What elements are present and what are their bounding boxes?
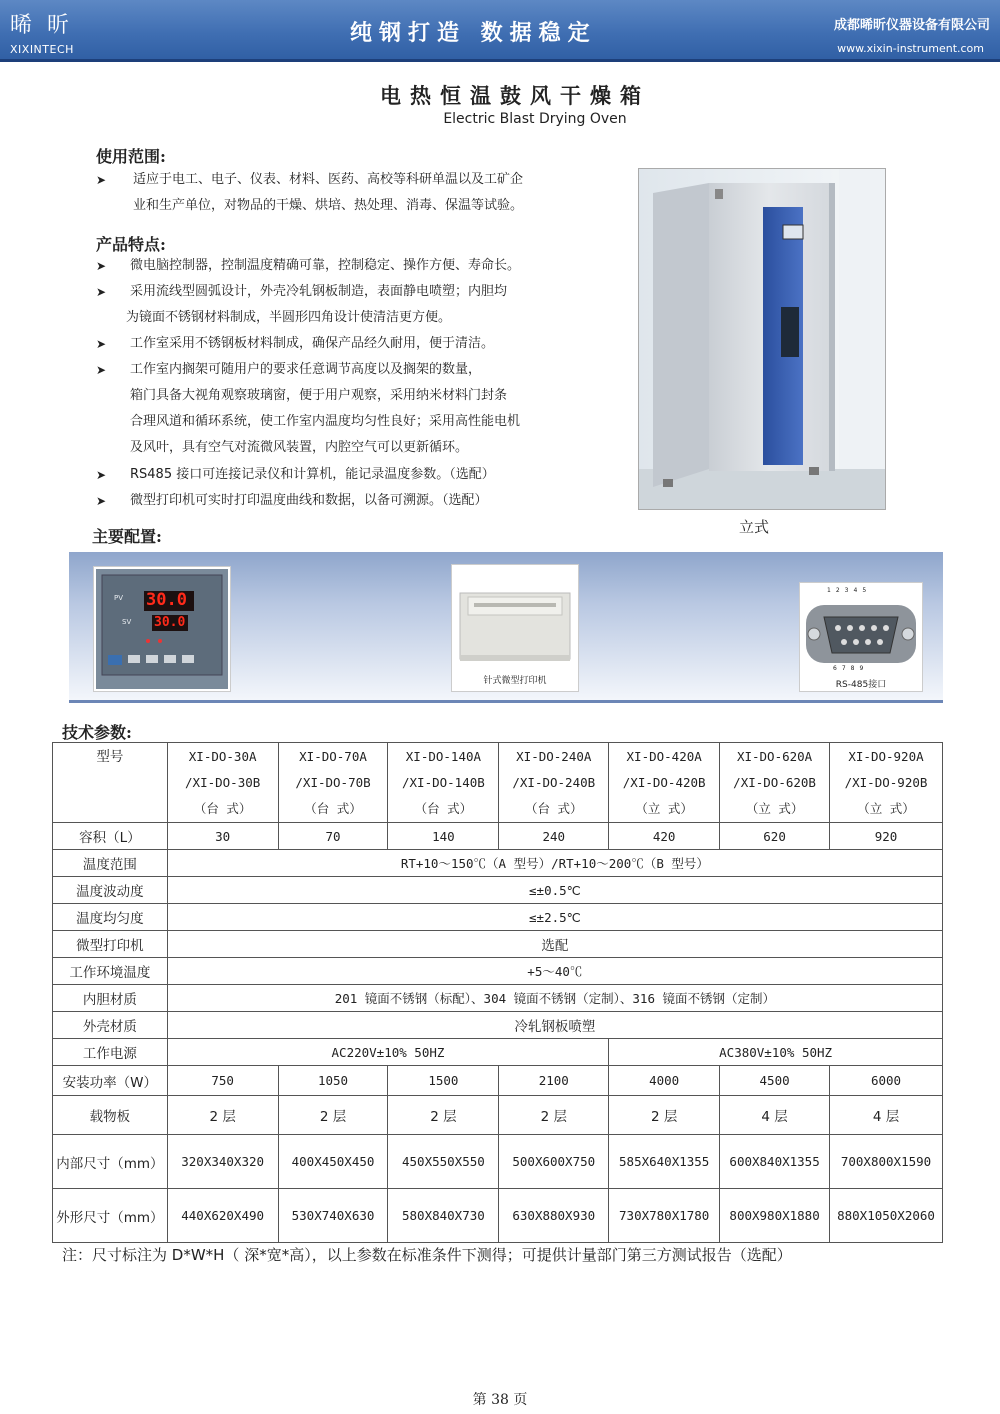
model-cell: XI-DO-620A /XI-DO-620B （立 式） — [720, 743, 830, 823]
table-cell: 750 — [167, 1066, 278, 1096]
photo-caption: 立式 — [739, 518, 770, 536]
db9-connector-icon — [800, 583, 922, 691]
product-photo — [638, 168, 886, 510]
table-cell: +5～40℃ — [167, 958, 942, 985]
feature-line: 箱门具备大视角观察玻璃窗，便于用户观察，采用纳米材料门封条 — [130, 388, 508, 403]
row-label: 微型打印机 — [53, 931, 168, 958]
table-cell: 选配 — [167, 931, 942, 958]
row-label: 内胆材质 — [53, 985, 168, 1012]
table-cell: 4000 — [609, 1066, 720, 1096]
table-cell: 6000 — [830, 1066, 943, 1096]
table-row — [53, 985, 943, 1012]
model-cell: XI-DO-140A /XI-DO-140B （台 式） — [388, 743, 499, 823]
website-link[interactable]: www.xixin-instrument.com — [837, 42, 984, 55]
bullet-arrow-icon: ➤ — [96, 285, 107, 299]
table-cell: 140 — [388, 823, 499, 850]
company-name: 成都晞昕仪器设备有限公司 — [833, 18, 990, 33]
table-row — [53, 850, 943, 877]
feature-line: 采用流线型圆弧设计，外壳冷轧钢板制造，表面静电喷塑；内胆均 — [130, 284, 508, 299]
table-cell: 920 — [830, 823, 943, 850]
pin-numbers-bottom: 6789 — [833, 665, 869, 672]
page-header — [0, 0, 1000, 62]
table-cell: ≤±2.5℃ — [167, 904, 942, 931]
spec-table — [52, 742, 943, 1243]
pin-numbers-top: 12345 — [827, 587, 872, 594]
usage-line: 适应于电工、电子、仪表、材料、医药、高校等科研单温以及工矿企 — [133, 172, 524, 187]
row-label: 外壳材质 — [53, 1012, 168, 1039]
sv-readout: 30.0 — [154, 615, 186, 630]
feature-line: 为镜面不锈钢材料制成，半圆形四角设计使清洁更方便。 — [126, 310, 452, 325]
table-row — [53, 1012, 943, 1039]
table-cell: AC380V±10% 50HZ — [609, 1039, 943, 1066]
model-cell: XI-DO-70A /XI-DO-70B （台 式） — [278, 743, 388, 823]
table-cell: 2 层 — [499, 1096, 609, 1135]
brand-name-cn: 晞 昕 — [10, 13, 73, 38]
feature-line: 工作室内搁架可随用户的要求任意调节高度以及搁架的数量， — [130, 362, 482, 377]
table-cell: 30 — [167, 823, 278, 850]
page-title-en: Electric Blast Drying Oven — [443, 111, 627, 127]
page-title-cn: 电热恒温鼓风干燥箱 — [380, 83, 650, 108]
model-cell: XI-DO-420A /XI-DO-420B （立 式） — [609, 743, 720, 823]
row-label: 容积（L） — [53, 823, 168, 850]
table-cell: 420 — [609, 823, 720, 850]
feature-line: 微电脑控制器，控制温度精确可靠，控制稳定、操作方便、寿命长。 — [130, 258, 521, 273]
row-label: 温度波动度 — [53, 877, 168, 904]
table-cell: AC220V±10% 50HZ — [167, 1039, 609, 1066]
table-cell: 201 镜面不锈钢（标配）、304 镜面不锈钢（定制）、316 镜面不锈钢（定制） — [167, 985, 942, 1012]
feature-line: 合理风道和循环系统，使工作室内温度均匀性良好；采用高性能电机 — [130, 414, 521, 429]
table-cell: 620 — [720, 823, 830, 850]
table-cell: 2 层 — [388, 1096, 499, 1135]
table-cell: 4500 — [720, 1066, 830, 1096]
bullet-arrow-icon: ➤ — [96, 494, 107, 508]
table-row — [53, 1096, 943, 1135]
table-cell: 2 层 — [609, 1096, 720, 1135]
usage-line: 业和生产单位，对物品的干燥、烘培、热处理、消毒、保温等试验。 — [133, 198, 524, 213]
printer-label: 针式微型打印机 — [483, 676, 547, 686]
table-row — [53, 743, 943, 823]
table-row — [53, 1189, 943, 1243]
row-label: 温度均匀度 — [53, 904, 168, 931]
table-cell: ≤±0.5℃ — [167, 877, 942, 904]
row-label: 温度范围 — [53, 850, 168, 877]
table-row — [53, 1135, 943, 1189]
feature-line: 微型打印机可实时打印温度曲线和数据，以备可溯源。（选配） — [130, 493, 488, 508]
config-heading: 主要配置: — [92, 527, 162, 546]
slogan: 纯钢打造 数据稳定 — [350, 21, 597, 46]
table-cell: 70 — [278, 823, 388, 850]
micro-printer-image — [451, 564, 579, 692]
table-cell: 500X600X750 — [499, 1135, 609, 1189]
table-row — [53, 877, 943, 904]
model-cell: XI-DO-920A /XI-DO-920B （立 式） — [830, 743, 943, 823]
model-cell: XI-DO-240A /XI-DO-240B （台 式） — [499, 743, 609, 823]
table-cell: 冷轧钢板喷塑 — [167, 1012, 942, 1039]
bullet-arrow-icon: ➤ — [96, 173, 107, 187]
table-cell: 585X640X1355 — [609, 1135, 720, 1189]
usage-heading: 使用范围: — [96, 147, 166, 166]
table-cell: 880X1050X2060 — [830, 1189, 943, 1243]
table-row — [53, 1039, 943, 1066]
pv-readout: 30.0 — [146, 590, 187, 610]
table-cell: 2 层 — [167, 1096, 278, 1135]
table-row — [53, 1066, 943, 1096]
feature-line: 工作室采用不锈钢板材料制成，确保产品经久耐用，便于清洁。 — [130, 336, 495, 351]
page-number: 第 38 页 — [472, 1392, 528, 1408]
table-row — [53, 904, 943, 931]
pv-label: PV — [114, 594, 124, 602]
row-label: 工作电源 — [53, 1039, 168, 1066]
feature-line: 及风叶，具有空气对流微风装置，内腔空气可以更新循环。 — [130, 440, 469, 455]
specs-heading: 技术参数: — [62, 723, 132, 742]
table-cell: 1050 — [278, 1066, 388, 1096]
table-cell: 4 层 — [720, 1096, 830, 1135]
model-cell: XI-DO-30A /XI-DO-30B （台 式） — [167, 743, 278, 823]
table-cell: RT+10～150℃（A 型号）/RT+10～200℃（B 型号） — [167, 850, 942, 877]
rs485-label: RS-485接口 — [835, 680, 887, 690]
config-banner — [69, 552, 943, 703]
table-cell: 730X780X1780 — [609, 1189, 720, 1243]
table-cell: 600X840X1355 — [720, 1135, 830, 1189]
row-label: 安装功率（W） — [53, 1066, 168, 1096]
table-cell: 1500 — [388, 1066, 499, 1096]
table-cell: 2 层 — [278, 1096, 388, 1135]
table-cell: 400X450X450 — [278, 1135, 388, 1189]
row-label: 内部尺寸（mm） — [53, 1135, 168, 1189]
bullet-arrow-icon: ➤ — [96, 337, 107, 351]
bullet-arrow-icon: ➤ — [96, 468, 107, 482]
table-row — [53, 823, 943, 850]
row-label: 外形尺寸（mm） — [53, 1189, 168, 1243]
table-row — [53, 958, 943, 985]
drying-oven-illustration — [639, 169, 885, 509]
row-label: 载物板 — [53, 1096, 168, 1135]
table-cell: 320X340X320 — [167, 1135, 278, 1189]
row-label: 工作环境温度 — [53, 958, 168, 985]
table-cell: 580X840X730 — [388, 1189, 499, 1243]
table-cell: 800X980X1880 — [720, 1189, 830, 1243]
table-cell: 530X740X630 — [278, 1189, 388, 1243]
header-divider — [0, 59, 1000, 62]
footnote: 注：尺寸标注为 D*W*H（ 深*宽*高），以上参数在标准条件下测得；可提供计量部门第三方测试报告（选配） — [62, 1246, 792, 1264]
bullet-arrow-icon: ➤ — [96, 363, 107, 377]
sv-label: SV — [122, 618, 132, 626]
rs485-connector-image — [799, 582, 923, 692]
table-cell: 2100 — [499, 1066, 609, 1096]
table-cell: 440X620X490 — [167, 1189, 278, 1243]
temperature-controller-image — [93, 566, 231, 692]
table-cell: 4 层 — [830, 1096, 943, 1135]
table-cell: 630X880X930 — [499, 1189, 609, 1243]
brand-name-en: XIXINTECH — [10, 43, 74, 56]
table-cell: 240 — [499, 823, 609, 850]
bullet-arrow-icon: ➤ — [96, 259, 107, 273]
feature-line: RS485 接口可连接记录仪和计算机，能记录温度参数。（选配） — [130, 467, 495, 482]
table-cell: 450X550X550 — [388, 1135, 499, 1189]
table-row — [53, 931, 943, 958]
features-heading: 产品特点: — [96, 235, 166, 254]
table-cell: 700X800X1590 — [830, 1135, 943, 1189]
row-label: 型号 — [53, 743, 168, 823]
